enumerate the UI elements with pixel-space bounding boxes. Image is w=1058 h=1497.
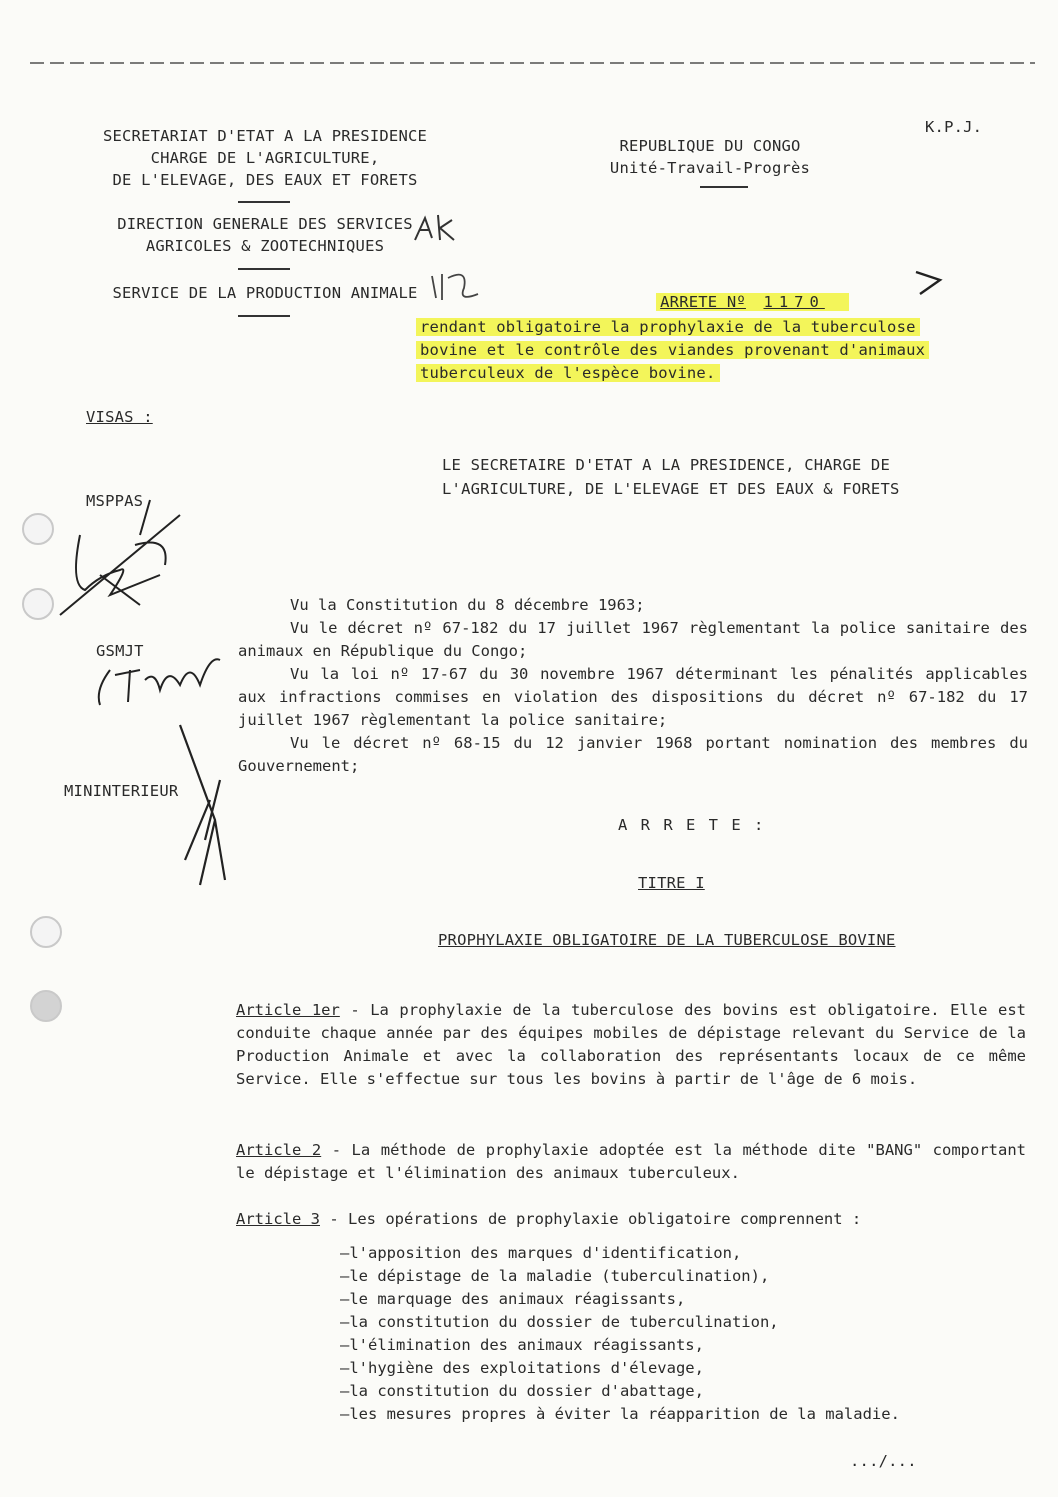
decree-number: 1170 bbox=[759, 293, 848, 311]
signature-gsmjt bbox=[90, 640, 240, 710]
consideration-decree-68-15: Vu le décret nº 68-15 du 12 janvier 1968 portant nomination des membres du Gouvernement; bbox=[238, 734, 1028, 775]
list-item: – l'hygiène des exploitations d'élevage, bbox=[340, 1357, 900, 1380]
binder-hole bbox=[30, 916, 62, 948]
margin-arrow-mark bbox=[910, 268, 950, 298]
list-item: – l'élimination des animaux réagissants, bbox=[340, 1334, 900, 1357]
direction-line-2: AGRICOLES & ZOOTECHNIQUES bbox=[145, 237, 385, 255]
decree-subject-2: bovine et le contrôle des viandes provenant d'animaux bbox=[420, 339, 929, 362]
article-2-label: Article 2 bbox=[236, 1141, 322, 1159]
direction-line-1: DIRECTION GENERALE DES SERVICES bbox=[117, 215, 413, 233]
visa-msppas: MSPPAS bbox=[86, 492, 144, 510]
republic-motto: Unité-Travail-Progrès bbox=[609, 159, 811, 177]
binder-hole bbox=[30, 990, 62, 1022]
visa-gsmjt: GSMJT bbox=[96, 642, 144, 660]
list-item: – les mesures propres à éviter la réapparition de la maladie. bbox=[340, 1403, 900, 1426]
ministry-line-1: SECRETARIAT D'ETAT A LA PRESIDENCE bbox=[102, 127, 428, 145]
article-3-list bbox=[340, 1242, 900, 1426]
ministry-line-3: DE L'ELEVAGE, DES EAUX ET FORETS bbox=[112, 171, 418, 189]
divider bbox=[238, 268, 290, 270]
list-item: – la constitution du dossier de tuberculination, bbox=[340, 1311, 900, 1334]
consideration-law-17-67: Vu la loi nº 17-67 du 30 novembre 1967 déterminant les pénalités applicables aux infractions commises en violation des dispositions du décret nº 67-182 du 17 juillet 1967 règlementant la police sanitaire; bbox=[238, 665, 1028, 729]
service-name: SERVICE DE LA PRODUCTION ANIMALE bbox=[112, 284, 418, 302]
consideration-constitution: Vu la Constitution du 8 décembre 1963; bbox=[290, 596, 645, 614]
titre-label: TITRE I bbox=[638, 874, 705, 892]
considerations bbox=[238, 594, 1028, 778]
list-item: – l'apposition des marques d'identification, bbox=[340, 1242, 900, 1265]
top-dashed-border bbox=[30, 62, 1035, 64]
authority-line-1: LE SECRETAIRE D'ETAT A LA PRESIDENCE, CHARGE DE bbox=[442, 456, 890, 474]
titre-heading: PROPHYLAXIE OBLIGATOIRE DE LA TUBERCULOSE BOVINE bbox=[438, 931, 896, 949]
article-1-label: Article 1er bbox=[236, 1001, 340, 1019]
visa-mininterieur: MININTERIEUR bbox=[64, 782, 179, 800]
authority-line-2: L'AGRICULTURE, DE L'ELEVAGE ET DES EAUX & FORETS bbox=[442, 480, 900, 498]
signature-msppas bbox=[40, 495, 200, 635]
ministry-line-2: CHARGE DE L'AGRICULTURE, bbox=[150, 149, 380, 167]
article-3: Article 3 - Les opérations de prophylaxie obligatoire comprennent : bbox=[236, 1210, 862, 1228]
decree-subject-3: tuberculeux de l'espèce bovine. bbox=[420, 362, 720, 385]
divider bbox=[238, 201, 290, 203]
continuation-mark: .../... bbox=[850, 1452, 917, 1470]
article-2: Article 2 - La méthode de prophylaxie adoptée est la méthode dite "BANG" comportant le dépistage et l'élimination des animaux tuberculeux. bbox=[236, 1141, 1026, 1182]
list-item: – le marquage des animaux réagissants, bbox=[340, 1288, 900, 1311]
decree-subject-1: rendant obligatoire la prophylaxie de la tuberculose bbox=[420, 316, 920, 339]
reference-code: K.P.J. bbox=[925, 118, 983, 136]
article-3-label: Article 3 bbox=[236, 1210, 320, 1228]
decree-label: ARRETE Nº bbox=[656, 293, 750, 311]
article-1: Article 1er - La prophylaxie de la tuberculose des bovins est obligatoire. Elle est conduite chaque année par des équipes mobiles de dépistage relevant du Service de la Production Animale et avec la collaboration des représentants locaux de ce même Service. Elle s'effectue sur tous les bovins à partir de l'âge de 6 mois. bbox=[236, 1001, 1026, 1088]
arrete-label: A R R E T E : bbox=[618, 816, 766, 834]
republic-name: REPUBLIQUE DU CONGO bbox=[619, 137, 801, 155]
list-item: – le dépistage de la maladie (tuberculination), bbox=[340, 1265, 900, 1288]
list-item: – la constitution du dossier d'abattage, bbox=[340, 1380, 900, 1403]
consideration-decree-67-182: Vu le décret nº 67-182 du 17 juillet 1967 règlementant la police sanitaire des animaux en République du Congo; bbox=[238, 619, 1028, 660]
visas-label: VISAS : bbox=[86, 408, 153, 426]
handwritten-initials bbox=[428, 268, 498, 308]
divider bbox=[700, 186, 748, 188]
handwritten-initials bbox=[410, 210, 470, 250]
divider bbox=[238, 315, 290, 317]
